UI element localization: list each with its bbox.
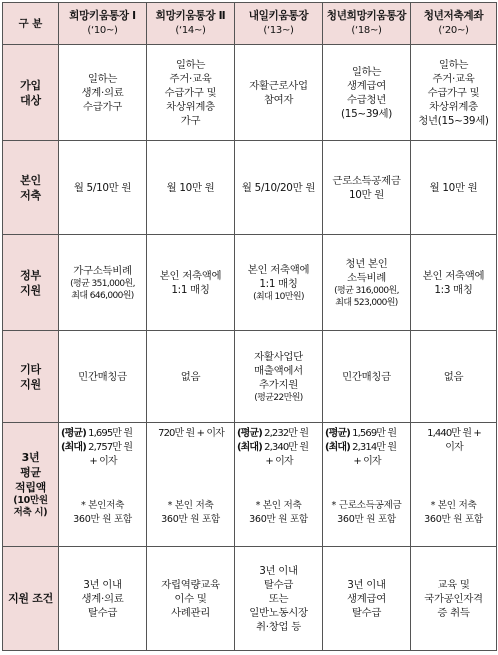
- row-header-saving: [3, 141, 59, 235]
- cell-text: 일반노동시장: [249, 606, 308, 619]
- cell-text: 증 취득: [437, 606, 470, 619]
- cell-gov-1: [59, 235, 147, 331]
- row-header-gov-line: 정부: [20, 268, 41, 282]
- avg-line: [324, 441, 409, 455]
- row-other: [3, 331, 497, 423]
- avg-note-line: 360만 원 포함: [249, 514, 308, 525]
- avg-prefix: (평균): [325, 428, 350, 439]
- cell-subtext: (평균 351,000원,: [70, 278, 135, 289]
- avg-amount: [324, 427, 409, 469]
- cell-avg-5: [411, 423, 497, 547]
- cell-text: 1:1 매칭: [171, 283, 210, 296]
- header-col-2-name: 희망키움통장 Ⅱ: [155, 10, 226, 22]
- cell-text: 없음: [180, 370, 201, 383]
- header-col-2-year: (‘14~): [175, 25, 206, 36]
- avg-value: 2,340만 원: [261, 442, 309, 453]
- cell-saving-2: [147, 141, 235, 235]
- avg-note-line: * 본인 저축: [430, 500, 477, 511]
- cell-text: 이수 및: [174, 592, 207, 605]
- cell-text: 자립역량교육: [161, 578, 220, 591]
- avg-line: [148, 427, 233, 441]
- row-gov: [3, 235, 497, 331]
- cell-other-4: [323, 331, 411, 423]
- cell-target-5: [411, 45, 497, 141]
- cell-text: 탈수급: [351, 606, 382, 619]
- row-header-other-line: 지원: [20, 377, 41, 391]
- row-header-target: [3, 45, 59, 141]
- cell-text: 본인 저축액에: [247, 263, 310, 276]
- avg-line: [236, 455, 321, 469]
- cell-text: 월 5/10/20만 원: [241, 181, 316, 194]
- row-condition: [3, 547, 497, 651]
- cell-other-3: [235, 331, 323, 423]
- avg-value: + 이자: [353, 456, 381, 467]
- cell-text: 10만 원: [348, 188, 385, 201]
- program-comparison-table-wrapper: [2, 2, 497, 651]
- cell-condition-1: [59, 547, 147, 651]
- row-header-avg-line: 평균: [20, 466, 41, 479]
- cell-text: 가구: [180, 114, 201, 127]
- header-col-1-year: (‘10~): [87, 25, 118, 36]
- cell-subtext: (최대 10만원): [253, 291, 304, 302]
- cell-text: 일하는: [175, 58, 206, 71]
- avg-value: 2,232만 원: [261, 428, 309, 439]
- avg-note-line: * 본인 저축: [167, 500, 214, 511]
- avg-amount: [412, 427, 495, 455]
- row-header-saving-line: 본인: [20, 173, 41, 187]
- cell-subtext: 최대 646,000원): [71, 290, 134, 301]
- cell-text: 민간매칭금: [78, 370, 127, 383]
- avg-line: [60, 455, 145, 469]
- cell-text: 추가지원: [259, 378, 298, 391]
- avg-value: 2,757만 원: [85, 442, 133, 453]
- cell-text: 자활근로사업: [249, 79, 308, 92]
- row-avg: [3, 423, 497, 547]
- avg-note-line: * 본인 저축: [255, 500, 302, 511]
- cell-target-1: [59, 45, 147, 141]
- cell-target-2: [147, 45, 235, 141]
- avg-value: 720만 원 + 이자: [158, 428, 224, 439]
- cell-text: 가구소득비례: [73, 264, 132, 277]
- cell-text: 매출액에서: [254, 364, 303, 377]
- row-header-other-line: 기타: [20, 362, 41, 376]
- avg-note: [324, 499, 409, 527]
- cell-text: 1:1 매칭: [259, 277, 298, 290]
- cell-other-2: [147, 331, 235, 423]
- avg-value: + 이자: [265, 456, 293, 467]
- avg-prefix: (최대): [325, 442, 350, 453]
- row-header-target-line: 가입: [20, 78, 41, 92]
- cell-text: 수급가구: [83, 100, 122, 113]
- cell-subtext: (평균 316,000원,: [334, 285, 399, 296]
- row-header-condition: [3, 547, 59, 651]
- row-header-other: [3, 331, 59, 423]
- cell-text: 국가공인자격: [424, 592, 483, 605]
- cell-text: 생계급여: [347, 592, 386, 605]
- cell-other-1: [59, 331, 147, 423]
- avg-note-line: * 본인저축: [80, 500, 125, 511]
- cell-condition-3: [235, 547, 323, 651]
- avg-prefix: (최대): [237, 442, 262, 453]
- cell-saving-3: [235, 141, 323, 235]
- header-col-3: [235, 3, 323, 45]
- cell-other-5: [411, 331, 497, 423]
- row-header-gov-line: 지원: [20, 283, 41, 297]
- header-label: [3, 3, 59, 45]
- row-target: [3, 45, 497, 141]
- cell-condition-2: [147, 547, 235, 651]
- header-col-2: [147, 3, 235, 45]
- avg-prefix: (최대): [61, 442, 86, 453]
- row-saving: [3, 141, 497, 235]
- avg-amount: [236, 427, 321, 469]
- avg-note-line: 360만 원 포함: [161, 514, 220, 525]
- cell-text: 생계급여: [347, 79, 386, 92]
- cell-text: 일하는: [87, 72, 118, 85]
- row-header-saving-line: 저축: [20, 188, 41, 202]
- avg-note-line: 360만 원 포함: [424, 514, 483, 525]
- row-header-condition-line: 지원 조건: [8, 592, 53, 605]
- cell-text: 일하는: [351, 65, 382, 78]
- cell-text: 주거·교육: [169, 72, 212, 85]
- cell-text: 본인 저축액에: [422, 269, 485, 282]
- avg-note-line: 360만 원 포함: [337, 514, 396, 525]
- header-col-1-name: 희망키움통장 Ⅰ: [69, 10, 136, 22]
- cell-gov-5: [411, 235, 497, 331]
- header-col-4-year: (‘18~): [351, 25, 382, 36]
- cell-text: 탈수급: [263, 578, 294, 591]
- avg-line: [324, 455, 409, 469]
- avg-value: + 이자: [89, 456, 117, 467]
- cell-text: 또는: [268, 592, 289, 605]
- cell-text: 3년 이내: [347, 578, 386, 591]
- avg-value: 1,695만 원: [85, 428, 133, 439]
- cell-text: 본인 저축액에: [159, 269, 222, 282]
- header-row: [3, 3, 497, 45]
- avg-line: [60, 427, 145, 441]
- cell-text: 월 10만 원: [429, 181, 478, 194]
- cell-text: 1:3 매칭: [434, 283, 473, 296]
- cell-text: 주거·교육: [432, 72, 475, 85]
- avg-line: [412, 441, 495, 455]
- cell-target-3: [235, 45, 323, 141]
- cell-text: 3년 이내: [83, 578, 122, 591]
- avg-amount: [148, 427, 233, 441]
- header-col-5: [411, 3, 497, 45]
- header-col-5-name: 청년저축계좌: [423, 10, 484, 22]
- row-header-avg: [3, 423, 59, 547]
- cell-text: 수급가구 및: [164, 86, 217, 99]
- cell-saving-1: [59, 141, 147, 235]
- row-header-avg-note: (10만원: [13, 495, 48, 506]
- header-col-3-name: 내일키움통장: [248, 10, 309, 22]
- avg-note-line: 360만 원 포함: [73, 514, 132, 525]
- cell-avg-1: [59, 423, 147, 547]
- cell-text: 교육 및: [437, 578, 470, 591]
- avg-note: [60, 499, 145, 527]
- cell-text: 소득비례: [347, 271, 386, 284]
- cell-gov-4: [323, 235, 411, 331]
- cell-text: 생계·의료: [81, 86, 124, 99]
- header-col-4-name: 청년희망키움통장: [326, 10, 407, 22]
- avg-value: 1,440만 원 +: [427, 428, 481, 439]
- cell-avg-2: [147, 423, 235, 547]
- cell-avg-3: [235, 423, 323, 547]
- cell-text: 수급가구 및: [427, 86, 480, 99]
- cell-text: 없음: [443, 370, 464, 383]
- cell-subtext: 최대 523,000원): [335, 297, 398, 308]
- row-header-avg-line: 3년: [21, 451, 40, 464]
- header-label-text: 구 분: [18, 17, 43, 30]
- avg-line: [412, 427, 495, 441]
- cell-gov-2: [147, 235, 235, 331]
- avg-line: [236, 427, 321, 441]
- row-header-target-line: 대상: [20, 93, 41, 107]
- cell-text: 차상위계층: [166, 100, 215, 113]
- cell-text: 생계·의료: [81, 592, 124, 605]
- avg-note-line: * 근로소득공제금: [331, 500, 402, 511]
- cell-saving-4: [323, 141, 411, 235]
- cell-text: 월 10만 원: [166, 181, 215, 194]
- cell-target-4: [323, 45, 411, 141]
- avg-value: 2,314만 원: [349, 442, 397, 453]
- cell-condition-5: [411, 547, 497, 651]
- cell-text: 청년(15~39세): [418, 114, 489, 127]
- cell-text: 탈수급: [87, 606, 118, 619]
- cell-text: 민간매칭금: [342, 370, 391, 383]
- cell-text: 3년 이내: [259, 564, 298, 577]
- avg-prefix: (평균): [61, 428, 86, 439]
- cell-text: 참여자: [263, 93, 294, 106]
- cell-gov-3: [235, 235, 323, 331]
- avg-value: 1,569만 원: [349, 428, 397, 439]
- cell-subtext: (평균22만원): [254, 392, 303, 403]
- cell-text: 일하는: [438, 58, 469, 71]
- cell-text: 차상위계층: [429, 100, 478, 113]
- cell-text: 자활사업단: [254, 350, 303, 363]
- header-col-5-year: (‘20~): [438, 25, 469, 36]
- avg-line: [236, 441, 321, 455]
- avg-value: 이자: [445, 442, 463, 453]
- avg-note: [412, 499, 495, 527]
- cell-text: 근로소득공제금: [332, 174, 401, 187]
- cell-text: 취·창업 등: [256, 620, 301, 633]
- header-col-1: [59, 3, 147, 45]
- avg-amount: [60, 427, 145, 469]
- cell-avg-4: [323, 423, 411, 547]
- header-col-3-year: (‘13~): [263, 25, 294, 36]
- avg-note: [236, 499, 321, 527]
- program-comparison-table: [2, 2, 497, 651]
- avg-prefix: (평균): [237, 428, 262, 439]
- cell-text: (15~39세): [341, 107, 392, 120]
- cell-saving-5: [411, 141, 497, 235]
- cell-text: 수급청년: [347, 93, 386, 106]
- header-col-4: [323, 3, 411, 45]
- avg-line: [324, 427, 409, 441]
- cell-text: 청년 본인: [345, 257, 388, 270]
- row-header-avg-note: 저축 시): [13, 507, 48, 518]
- row-header-avg-line: 적립액: [15, 481, 46, 494]
- avg-line: [60, 441, 145, 455]
- row-header-gov: [3, 235, 59, 331]
- cell-text: 월 5/10만 원: [73, 181, 132, 194]
- cell-text: 사례관리: [171, 606, 210, 619]
- avg-note: [148, 499, 233, 527]
- cell-condition-4: [323, 547, 411, 651]
